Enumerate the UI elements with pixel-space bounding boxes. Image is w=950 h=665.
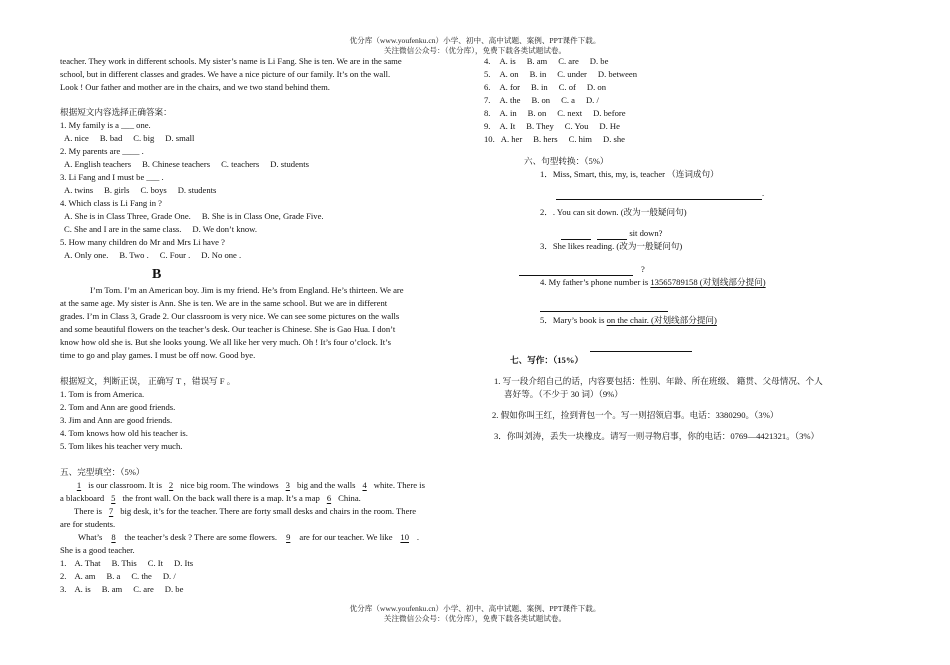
- writing-q1-cont: 喜好等。（不少于 30 词）（9%）: [504, 389, 623, 399]
- option: D. Its: [174, 558, 194, 568]
- cloze-text: nice big room. The windows: [180, 480, 279, 490]
- true-false-list: [60, 388, 466, 453]
- cloze-option-row: [484, 120, 894, 133]
- option: A. She is in Class Three, Grade One.: [64, 211, 191, 221]
- cloze-blank[interactable]: 6: [326, 493, 332, 503]
- cloze-text: a blackboard: [60, 493, 105, 503]
- cloze-option-row: [484, 107, 894, 120]
- question-text: 5．Mary’s book is: [540, 315, 605, 325]
- writing-q1: 1. 写一段介绍自己的话，内容要包括：性别、年龄、所在班级、 籍贯、父母情况、个人: [494, 376, 823, 386]
- option: C. teachers: [221, 159, 260, 169]
- cloze-option-row: [60, 570, 466, 583]
- transform-q4-answer: [484, 299, 894, 312]
- option: C. next: [557, 108, 583, 118]
- tf-statement: 5. Tom likes his teacher very much.: [60, 441, 183, 451]
- cloze-text: are for our teacher. We like: [299, 532, 393, 542]
- cloze-title: 五、完型填空：（5%）: [60, 467, 145, 477]
- option: B. on: [531, 95, 551, 105]
- passage-a-line: school, but in different classes and grades. We have a nice picture of our family. It’s on the wall.: [60, 69, 391, 79]
- cloze-text: She is a good teacher.: [60, 545, 135, 555]
- passage-a: [60, 55, 466, 94]
- option: C. under: [557, 69, 587, 79]
- tf-statement: 1. Tom is from America.: [60, 389, 145, 399]
- option: B. They: [526, 121, 554, 131]
- passage-b-line: time to go and play games. I must be off now. Good bye.: [60, 350, 256, 360]
- option-number: 7.: [484, 95, 491, 105]
- option: A. twins: [64, 185, 94, 195]
- cloze-text: .: [416, 532, 419, 542]
- tf-statement: 2. Tom and Ann are good friends.: [60, 402, 176, 412]
- answer-end: ?: [641, 264, 645, 274]
- cloze-option-row: [484, 81, 894, 94]
- option: C. She and I are in the same class.: [64, 224, 182, 234]
- option: D. be: [589, 56, 609, 66]
- option: C. a: [561, 95, 575, 105]
- page-footer: [0, 604, 950, 623]
- transform-q3: 3．She likes reading. (改为一般疑问句): [540, 241, 683, 251]
- transform-q1-answer: [484, 187, 894, 200]
- cloze-text: white. There is: [373, 480, 425, 490]
- passage-b-line: at the same age. My sister is Ann. She is ten. We are in the same school. But we are in different: [60, 298, 388, 308]
- cloze-text: There is: [74, 506, 102, 516]
- tf-statement: 3. Jim and Ann are good friends.: [60, 415, 173, 425]
- option: B. She is in Class One, Grade Five.: [201, 211, 324, 221]
- option-number: 6.: [484, 82, 491, 92]
- option: D. students: [177, 185, 217, 195]
- transform-q3-answer: [484, 263, 894, 276]
- cloze-text: are for students.: [60, 519, 116, 529]
- cloze-option-row: [484, 55, 894, 68]
- option: D. be: [164, 584, 184, 594]
- option: A. her: [500, 134, 523, 144]
- question-options: [60, 249, 466, 262]
- question: 5. How many children do Mr and Mrs Li have ?: [60, 237, 225, 247]
- option: D. He: [599, 121, 620, 131]
- option: C. of: [558, 82, 576, 92]
- option-number: 5.: [484, 69, 491, 79]
- question-options: [60, 184, 466, 197]
- option: C. big: [133, 133, 155, 143]
- header-line-1: 优分库（www.youfenku.cn）小学、初中、高中试题、案例、PPT课件下载。: [349, 36, 601, 45]
- option: B. bad: [99, 133, 123, 143]
- answer-end: .: [762, 188, 765, 198]
- left-column: [60, 55, 466, 596]
- question: 1. My family is a ___ one.: [60, 120, 151, 130]
- answer-line[interactable]: [519, 264, 633, 276]
- option-number: 2.: [60, 571, 67, 581]
- answer-line[interactable]: [540, 300, 668, 312]
- option: A. for: [499, 82, 520, 92]
- cloze-blank[interactable]: 9: [286, 532, 291, 542]
- cloze-options-right: [484, 55, 894, 146]
- cloze-blank[interactable]: 7: [108, 506, 114, 516]
- transform-q2-answer: [484, 227, 894, 240]
- page-header: [0, 36, 950, 55]
- transform-q1: 1．Miss, Smart, this, my, is, teacher （连词成句）: [540, 169, 719, 179]
- cloze-text: the teacher’s desk ? There are some flowers.: [124, 532, 278, 542]
- option: A. is: [499, 56, 516, 66]
- question-text: 4. My father’s phone number is: [540, 277, 649, 287]
- cloze-blank[interactable]: 2: [168, 480, 174, 490]
- option: B. girls: [104, 185, 130, 195]
- transform-q2: 2．. You can sit down. (改为一般疑问句): [540, 207, 687, 217]
- right-column: [484, 55, 894, 443]
- underlined-part: on the chair. (对划线部分提问): [606, 315, 717, 325]
- question-options: [60, 158, 466, 171]
- option: B. am: [526, 56, 548, 66]
- passage-a-instruction: 根据短文内容选择正确答案：: [60, 107, 172, 117]
- passage-a-questions: [60, 119, 466, 262]
- option: B. hers: [533, 134, 558, 144]
- answer-line[interactable]: [561, 228, 591, 240]
- option: C. boys: [140, 185, 167, 195]
- transform-q5: [484, 314, 894, 327]
- writing-q3: 3．你叫刘涛，丢失一块橡皮。请写一则寻物启事，你的电话：0769—4421321。（3%）: [494, 431, 820, 441]
- cloze-text: What’s: [78, 532, 103, 542]
- cloze-option-row: [484, 94, 894, 107]
- answer-text: sit down?: [629, 228, 663, 238]
- transform-title: 六、句型转换：（5%）: [524, 156, 609, 166]
- option: B. a: [106, 571, 121, 581]
- cloze-option-row: [484, 68, 894, 81]
- option-number: 10.: [484, 134, 495, 144]
- option: B. Two .: [119, 250, 149, 260]
- question-options: [60, 210, 466, 223]
- option: C. the: [131, 571, 152, 581]
- cloze-text: is our classroom. It is: [88, 480, 162, 490]
- option-number: 4.: [484, 56, 491, 66]
- underlined-part: 13565789158 (对划线部分提问): [650, 277, 766, 287]
- option: C. You: [564, 121, 589, 131]
- cloze-blank[interactable]: 4: [362, 480, 367, 490]
- option: B. in: [530, 82, 548, 92]
- option: A. on: [499, 69, 519, 79]
- cloze-option-row: [60, 583, 466, 596]
- cloze-blank[interactable]: 5: [111, 493, 116, 503]
- cloze-blank[interactable]: 3: [285, 480, 290, 490]
- option: C. are: [133, 584, 154, 594]
- answer-line[interactable]: [556, 188, 765, 200]
- option: D. on: [586, 82, 606, 92]
- question-options: [60, 223, 466, 236]
- writing-q2: 2. 假如你叫王红，捡到背包一个。写一则招领启事。电话：3380290。（3%）: [492, 410, 779, 420]
- writing-title: 七、写作：（15%）: [510, 355, 584, 365]
- cloze-blank[interactable]: 8: [111, 532, 116, 542]
- footer-line-1: 优分库（www.youfenku.cn）小学、初中、高中试题、案例、PPT课件下载。: [349, 604, 601, 613]
- passage-b-heading: B: [152, 267, 162, 282]
- option: D. /: [162, 571, 176, 581]
- cloze-blank[interactable]: 1: [76, 480, 82, 490]
- option-number: 1.: [60, 558, 67, 568]
- passage-b-line: grades. I’m in Class 3, Grade 2. Our classroom is very nice. We can see some pictures on the walls: [60, 311, 400, 321]
- footer-line-2: 关注微信公众号：（优分库），免费下载各类试题试卷。: [383, 613, 567, 623]
- tf-statement: 4. Tom knows how old his teacher is.: [60, 428, 188, 438]
- answer-line[interactable]: [597, 228, 627, 240]
- question-options: [60, 132, 466, 145]
- cloze-options-left: [60, 557, 466, 596]
- option: C. are: [558, 56, 579, 66]
- option: C. It: [147, 558, 163, 568]
- header-line-2: 关注微信公众号：（优分库），免费下载各类试题试卷。: [383, 45, 567, 55]
- cloze-text: big and the walls: [296, 480, 356, 490]
- option: A. Only one.: [64, 250, 109, 260]
- option: B. in: [529, 69, 547, 79]
- option: D. small: [165, 133, 195, 143]
- option: C. Four .: [159, 250, 191, 260]
- transform-q4: [484, 276, 894, 289]
- option: A. That: [74, 558, 101, 568]
- option: B. on: [527, 108, 547, 118]
- option: D. We don’t know.: [192, 224, 257, 234]
- option: D. /: [585, 95, 599, 105]
- option: C. him: [568, 134, 592, 144]
- passage-b-line: I’m Tom. I’m an American boy. Jim is my friend. He’s from England. He’s thirteen. We are: [90, 285, 404, 295]
- option-number: 9.: [484, 121, 491, 131]
- option: D. she: [603, 134, 625, 144]
- passage-a-line: teacher. They work in different schools. My sister’s name is Li Fang. She is ten. We are in the same: [60, 56, 402, 66]
- option: D. No one .: [201, 250, 242, 260]
- option: D. students: [270, 159, 309, 169]
- cloze-text: China.: [338, 493, 361, 503]
- question: 4. Which class is Li Fang in ?: [60, 198, 162, 208]
- cloze-option-row: [60, 557, 466, 570]
- option: A. am: [74, 571, 96, 581]
- answer-line[interactable]: [590, 340, 692, 352]
- option: A. is: [74, 584, 91, 594]
- option: B. This: [111, 558, 137, 568]
- question: 3. Li Fang and I must be ___ .: [60, 172, 164, 182]
- option: D. between: [597, 69, 638, 79]
- cloze-option-row: [484, 133, 894, 146]
- cloze-blank[interactable]: 10: [400, 532, 409, 542]
- cloze-text: big desk, it’s for the teacher. There are forty small desks and chairs in the room. There: [120, 506, 417, 516]
- transform-q5-answer: [484, 339, 894, 352]
- passage-b-line: and some beautiful flowers on the teacher’s desk. Our teacher is Chinese. She is Gao Hua. I don’t: [60, 324, 396, 334]
- passage-b-line: know how old she is. But she looks young. We all like her very much. Oh ! It’s four o’clock. It’s: [60, 337, 391, 347]
- cloze-text: the front wall. On the back wall there is a map. It’s a map: [122, 493, 320, 503]
- option: A. nice: [64, 133, 89, 143]
- option: A. the: [499, 95, 521, 105]
- option: A. English teachers: [64, 159, 132, 169]
- option: A. It: [499, 121, 516, 131]
- option-number: 8.: [484, 108, 491, 118]
- passage-b-instruction: 根据短文，判断正误， 正确写 T ，错误写 F 。: [60, 376, 236, 386]
- option: B. Chinese teachers: [142, 159, 211, 169]
- passage-a-line: Look ! Our father and mother are in the chairs, and we two stand behind them.: [60, 82, 330, 92]
- option: D. before: [593, 108, 626, 118]
- passage-b: [60, 284, 466, 362]
- question: 2. My parents are ____ .: [60, 146, 144, 156]
- cloze-passage: [60, 479, 466, 557]
- option: B. am: [101, 584, 123, 594]
- option: A. in: [499, 108, 517, 118]
- option-number: 3.: [60, 584, 67, 594]
